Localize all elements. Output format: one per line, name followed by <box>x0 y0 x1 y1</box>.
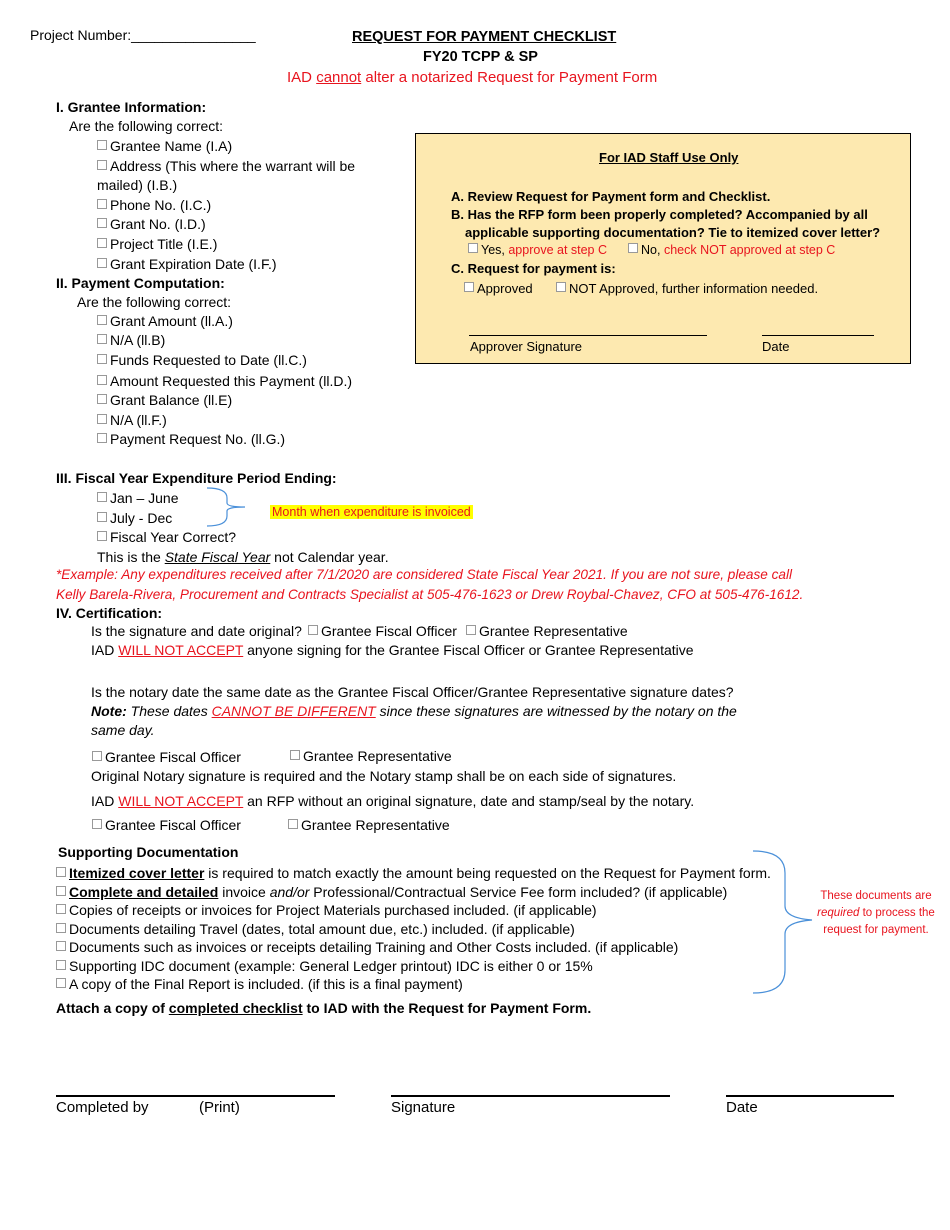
checkbox[interactable] <box>92 819 102 829</box>
checklist-item-grant-balance[interactable]: Grant Balance (ll.E) <box>97 391 232 409</box>
supporting-item-invoice[interactable]: Complete and detailed invoice and/or Professional/Contractual Service Fee form included? (if applicable) <box>56 883 727 901</box>
checklist-item-grant-amount[interactable]: Grant Amount (ll.A.) <box>97 312 233 330</box>
checkbox[interactable] <box>97 531 107 541</box>
sig-fiscal-officer-option[interactable]: Grantee Fiscal Officer <box>308 622 457 640</box>
checkbox[interactable] <box>97 433 107 443</box>
checkbox[interactable] <box>464 282 474 292</box>
checklist-item-grant-no[interactable]: Grant No. (I.D.) <box>97 215 206 233</box>
checkbox[interactable] <box>308 625 318 635</box>
checklist-item-na-b[interactable]: N/A (ll.B) <box>97 331 165 349</box>
example-line-2: Kelly Barela-Rivera, Procurement and Contracts Specialist at 505-476-1623 or Drew Roybal-Chavez, CFO at 505-476-1612. <box>56 587 804 602</box>
checklist-item-jan-june[interactable]: Jan – June <box>97 489 179 507</box>
staff-not-approved-option[interactable]: NOT Approved, further information needed. <box>556 280 818 298</box>
project-number-label: Project Number:________________ <box>30 27 256 43</box>
approver-date-line <box>762 335 874 336</box>
section-3-heading: III. Fiscal Year Expenditure Period Ending: <box>56 470 337 486</box>
approver-date-label: Date <box>762 339 790 354</box>
date-line <box>726 1095 894 1097</box>
checklist-item-na-f[interactable]: N/A (ll.F.) <box>97 411 167 429</box>
example-line-1: *Example: Any expenditures received after 7/1/2020 are considered State Fiscal Year 2021. If you are not sure, please call <box>56 567 793 582</box>
checkbox[interactable] <box>92 751 102 761</box>
checkbox[interactable] <box>97 199 107 209</box>
month-invoiced-note: Month when expenditure is invoiced <box>272 505 471 519</box>
checkbox[interactable] <box>97 218 107 228</box>
checkbox[interactable] <box>468 243 478 253</box>
checkbox[interactable] <box>288 819 298 829</box>
supporting-item-idc[interactable]: Supporting IDC document (example: General Ledger printout) IDC is either 0 or 15% <box>56 957 593 975</box>
signature-original-question: Is the signature and date original? <box>91 623 302 639</box>
checkbox[interactable] <box>97 375 107 385</box>
checklist-item-payment-request-no[interactable]: Payment Request No. (ll.G.) <box>97 430 285 448</box>
notarized-notice: IAD cannot alter a notarized Request for Payment Form <box>287 69 658 86</box>
checkbox[interactable] <box>97 512 107 522</box>
checkbox[interactable] <box>97 414 107 424</box>
checkbox[interactable] <box>97 394 107 404</box>
checkbox[interactable] <box>628 243 638 253</box>
state-fiscal-year-note: This is the State Fiscal Year not Calendar year. <box>97 549 389 565</box>
stamp-representative-option[interactable]: Grantee Representative <box>288 816 450 834</box>
page-title: REQUEST FOR PAYMENT CHECKLIST <box>352 29 617 45</box>
supporting-item-final-report[interactable]: A copy of the Final Report is included. (if this is a final payment) <box>56 975 463 993</box>
checkbox[interactable] <box>97 492 107 502</box>
section-4-heading: IV. Certification: <box>56 605 163 621</box>
will-not-accept-note-1: IAD WILL NOT ACCEPT anyone signing for the Grantee Fiscal Officer or Grantee Representative <box>91 642 694 658</box>
staff-step-a: A. Review Request for Payment form and Checklist. <box>451 189 771 204</box>
checklist-item-expiration[interactable]: Grant Expiration Date (I.F.) <box>97 255 277 273</box>
signature-line <box>391 1095 670 1097</box>
checkbox[interactable] <box>56 904 66 914</box>
notary-fiscal-officer-option[interactable]: Grantee Fiscal Officer <box>92 748 241 766</box>
brace-icon <box>205 486 250 528</box>
checkbox[interactable] <box>97 238 107 248</box>
checkbox[interactable] <box>556 282 566 292</box>
approver-signature-label: Approver Signature <box>470 339 583 354</box>
supporting-item-cover-letter[interactable]: Itemized cover letter is required to match exactly the amount being requested on the Request for Payment form. <box>56 864 771 882</box>
checklist-item-amount-requested[interactable]: Amount Requested this Payment (ll.D.) <box>97 372 352 390</box>
checkbox[interactable] <box>56 867 66 877</box>
checklist-item-fy-correct[interactable]: Fiscal Year Correct? <box>97 528 236 546</box>
supporting-item-training[interactable]: Documents such as invoices or receipts detailing Training and Other Costs included. (if applicable) <box>56 938 678 956</box>
page-subtitle: FY20 TCPP & SP <box>423 49 538 65</box>
supporting-item-travel[interactable]: Documents detailing Travel (dates, total amount due, etc.) included. (if applicable) <box>56 920 575 938</box>
staff-use-box <box>415 133 911 364</box>
will-not-accept-note-2: IAD WILL NOT ACCEPT an RFP without an original signature, date and stamp/seal by the notary. <box>91 793 695 809</box>
checkbox[interactable] <box>56 960 66 970</box>
checklist-item-grantee-name[interactable]: Grantee Name (I.A) <box>97 137 232 155</box>
staff-yes-option[interactable]: Yes, approve at step C <box>468 241 607 259</box>
checklist-item-address-cont: mailed) (I.B.) <box>97 177 178 193</box>
checkbox[interactable] <box>97 258 107 268</box>
checklist-item-funds-requested[interactable]: Funds Requested to Date (ll.C.) <box>97 351 307 369</box>
checkbox[interactable] <box>97 140 107 150</box>
staff-approved-option[interactable]: Approved <box>464 280 533 298</box>
staff-box-title: For IAD Staff Use Only <box>599 150 739 165</box>
supporting-docs-heading: Supporting Documentation <box>58 844 239 860</box>
section-1-prompt: Are the following correct: <box>69 118 224 134</box>
section-1-heading: I. Grantee Information: <box>56 99 207 115</box>
checkbox[interactable] <box>97 334 107 344</box>
section-2-prompt: Are the following correct: <box>77 294 232 310</box>
section-2-heading: II. Payment Computation: <box>56 275 225 291</box>
required-docs-note: These documents are required to process the request for payment. <box>817 890 935 936</box>
print-label: (Print) <box>199 1099 240 1116</box>
completed-by-line <box>56 1095 335 1097</box>
completed-by-label: Completed by <box>56 1099 149 1116</box>
checkbox[interactable] <box>290 750 300 760</box>
sig-representative-option[interactable]: Grantee Representative <box>466 622 628 640</box>
staff-step-b-cont: applicable supporting documentation? Tie to itemized cover letter? <box>465 225 881 240</box>
checkbox[interactable] <box>56 941 66 951</box>
staff-step-c: C. Request for payment is: <box>451 261 616 276</box>
date-label: Date <box>726 1099 758 1116</box>
stamp-fiscal-officer-option[interactable]: Grantee Fiscal Officer <box>92 816 241 834</box>
notary-representative-option[interactable]: Grantee Representative <box>290 747 452 765</box>
checkbox[interactable] <box>97 354 107 364</box>
checkbox[interactable] <box>56 978 66 988</box>
notary-date-question: Is the notary date the same date as the Grantee Fiscal Officer/Grantee Representative signature dates? <box>91 684 734 700</box>
checkbox[interactable] <box>56 923 66 933</box>
supporting-item-receipts[interactable]: Copies of receipts or invoices for Project Materials purchased included. (if applicable) <box>56 901 597 919</box>
brace-icon <box>750 848 820 998</box>
signature-label: Signature <box>391 1099 456 1116</box>
notary-note: Note: These dates CANNOT BE DIFFERENT since these signatures are witnessed by the notary on the <box>91 703 737 719</box>
checklist-item-july-dec[interactable]: July - Dec <box>97 509 172 527</box>
checklist-item-phone[interactable]: Phone No. (I.C.) <box>97 196 211 214</box>
notary-note-cont: same day. <box>91 722 155 738</box>
checklist-item-project-title[interactable]: Project Title (I.E.) <box>97 235 217 253</box>
checkbox[interactable] <box>466 625 476 635</box>
staff-no-option[interactable]: No, check NOT approved at step C <box>628 241 835 259</box>
checkbox[interactable] <box>97 315 107 325</box>
checkbox[interactable] <box>56 886 66 896</box>
checkbox[interactable] <box>97 160 107 170</box>
attach-instruction: Attach a copy of completed checklist to IAD with the Request for Payment Form. <box>56 1000 592 1016</box>
approver-signature-line <box>469 335 707 336</box>
notary-required-note: Original Notary signature is required and the Notary stamp shall be on each side of signatures. <box>91 768 677 784</box>
staff-step-b: B. Has the RFP form been properly completed? Accompanied by all <box>451 207 868 222</box>
checklist-item-address[interactable]: Address (This where the warrant will be <box>97 157 355 175</box>
